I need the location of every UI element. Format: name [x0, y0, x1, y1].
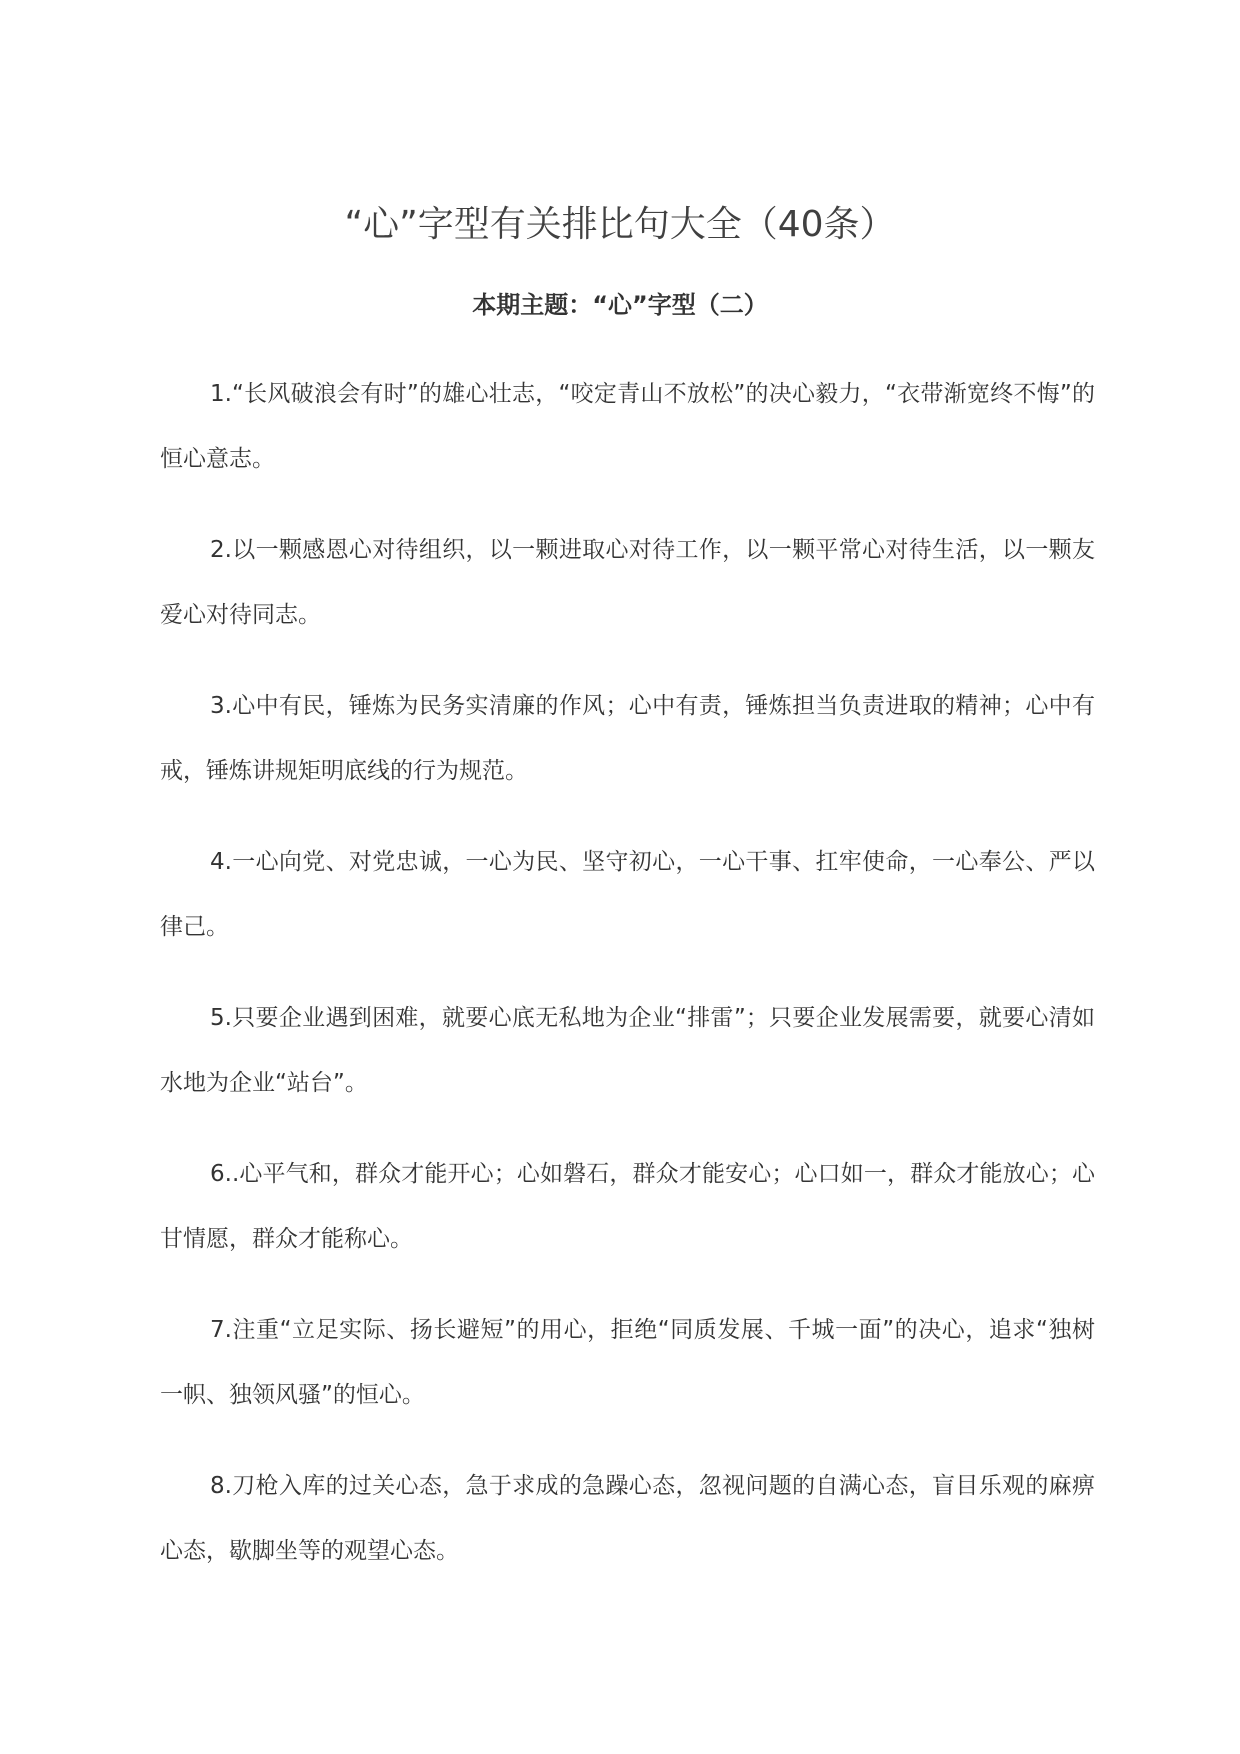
list-item: 2.以一颗感恩心对待组织，以一颗进取心对待工作，以一颗平常心对待生活，以一颗友爱心对待同志。	[160, 537, 1095, 628]
list-item: 1.“长风破浪会有时”的雄心壮志，“咬定青山不放松”的决心毅力，“衣带渐宽终不悔”的恒心意志。	[160, 381, 1095, 472]
sentence-list	[160, 362, 1095, 1610]
list-item: 3.心中有民，锤炼为民务实清廉的作风；心中有责，锤炼担当负责进取的精神；心中有戒，锤炼讲规矩明底线的行为规范。	[160, 693, 1095, 784]
list-item: 7.注重“立足实际、扬长避短”的用心，拒绝“同质发展、千城一面”的决心，追求“独树一帜、独领风骚”的恒心。	[160, 1317, 1095, 1408]
list-item: 8.刀枪入库的过关心态，急于求成的急躁心态，忽视问题的自满心态，盲目乐观的麻痹心态，歇脚坐等的观望心态。	[160, 1473, 1095, 1564]
list-item: 5.只要企业遇到困难，就要心底无私地为企业“排雷”；只要企业发展需要，就要心清如水地为企业“站台”。	[160, 1005, 1095, 1096]
document-title: “心”字型有关排比句大全（40条）	[344, 204, 896, 245]
list-item: 6..心平气和，群众才能开心；心如磐石，群众才能安心；心口如一，群众才能放心；心甘情愿，群众才能称心。	[160, 1161, 1095, 1252]
document-subtitle: 本期主题：“心”字型（二）	[472, 291, 768, 319]
list-item: 4.一心向党、对党忠诚，一心为民、坚守初心，一心干事、扛牢使命，一心奉公、严以律己。	[160, 849, 1095, 940]
